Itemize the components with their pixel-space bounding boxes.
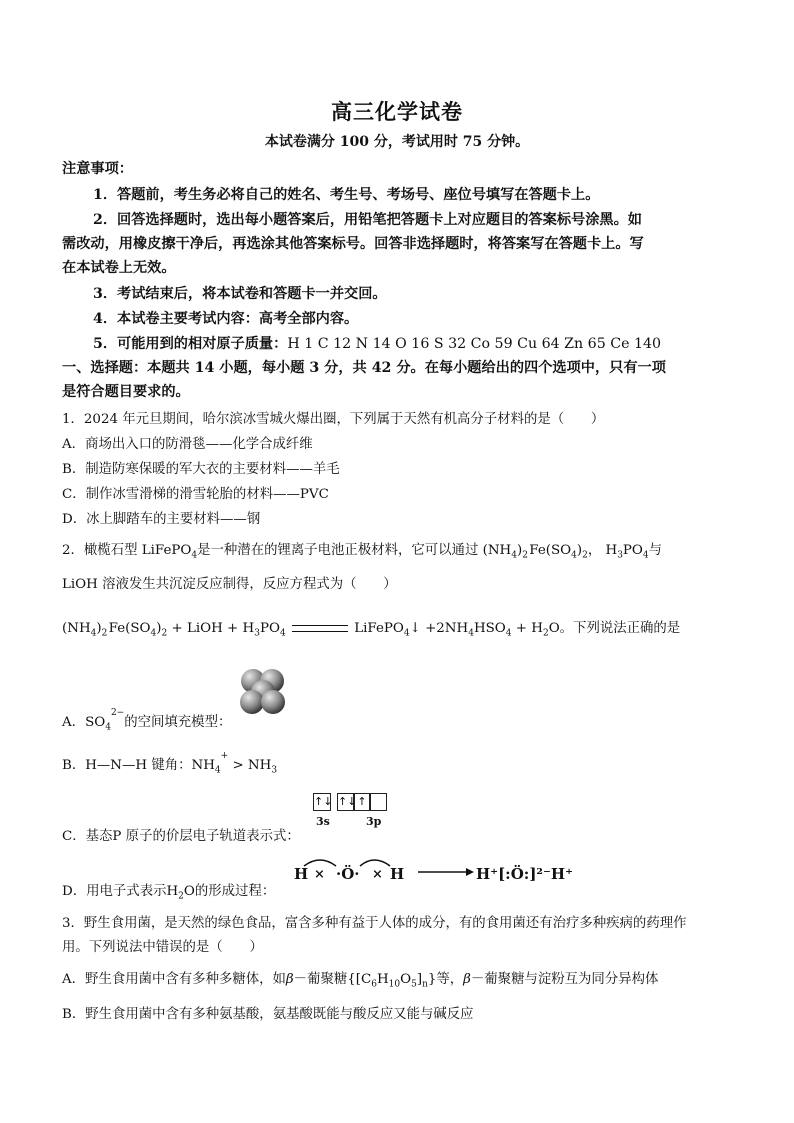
- q2-equation: $(NH_4)_2$ $Fe(SO_4)_2$ + LiOH + $H_3PO_4$ LiFePO$_4$↓ $+2NH_4HSO_4 + H_2O$。下列说法正确的是: [62, 621, 681, 639]
- formula-water: $H_2O$: [166, 884, 195, 902]
- svg-text:×: ×: [314, 867, 325, 882]
- q3-stem-line-1: 3．野生食用菌，是天然的绿色食品，富含多种有益于人体的成分，有的食用菌还有治疗多种疾病的药理作: [62, 916, 687, 931]
- q2-stem-part-b: 是一种潜在的锂离子电池正极材料，它可以通过: [197, 543, 479, 558]
- note-item-2-line-2: 需改动，用橡皮擦干净后，再选涂其他答案标号。回答非选择题时，将答案写在答题卡上。写: [62, 236, 644, 252]
- water-formation-electron-diagram: [290, 854, 590, 890]
- section-heading-line-1: 一、选择题：本题共 14 小题，每小题 3 分，共 42 分。在每小题给出的四个选项中，只有一项: [62, 360, 666, 376]
- q1-option-d: D．冰上脚踏车的主要材料——钢: [62, 512, 261, 527]
- q2-stem-part-c: 与: [648, 543, 663, 558]
- orbital-label-3p: 3p: [366, 815, 382, 828]
- page-title: 高三化学试卷: [331, 99, 463, 124]
- q3-option-a: A．野生食用菌中含有多种多糖体，如β－葡聚糖$\{[C_6H_{10}O_5]_n\}$等，β－葡聚糖与淀粉互为同分异构体: [62, 972, 659, 990]
- svg-text:H: H: [390, 865, 405, 883]
- formula-sulfate-ion: $SO_4^{2-}$: [85, 707, 125, 733]
- space-filling-model-image: [236, 666, 292, 718]
- equation-equals-sign: [292, 625, 348, 632]
- q2-option-a: A．$SO_4^{2-}$的空间填充模型：: [62, 707, 232, 733]
- q3-stem-line-2: 用。下列说法中错误的是（ ）: [62, 940, 263, 955]
- q3-option-b: B．野生食用菌中含有多种氨基酸，氨基酸既能与酸反应又能与碱反应: [62, 1007, 474, 1022]
- note-item-5: [93, 333, 661, 353]
- q2-stem-part-a: 2．橄榄石型: [62, 543, 138, 558]
- exam-subtitle: 本试卷满分 100 分，考试用时 75 分钟。: [264, 134, 530, 150]
- note-item-2-line-3: 在本试卷上无效。: [62, 260, 176, 276]
- q2-option-d: D．用电子式表示$H_2O$的形成过程：: [62, 884, 276, 902]
- q2-option-b: B．H—N—H 键角：$NH_4^+ > NH_3$: [62, 750, 278, 776]
- q2-stem-line-2: LiOH 溶液发生共沉淀反应制得，反应方程式为（ ）: [62, 577, 397, 592]
- orbital-3p-box-1: ↑↓: [337, 793, 355, 811]
- note-item-5-prefix: 5．可能用到的相对原子质量：: [93, 336, 288, 352]
- note-item-1: 1．答题前，考生务必将自己的姓名、考生号、考场号、座位号填写在答题卡上。: [93, 187, 600, 203]
- q2-equation-tail: 。下列说法正确的是: [559, 621, 681, 636]
- q1-stem: 1．2024 年元旦期间，哈尔滨冰雪城火爆出圈，下列属于天然有机高分子材料的是（ ）: [62, 412, 605, 427]
- section-heading-line-2: 是符合题目要求的。: [62, 384, 190, 400]
- orbital-3p-box-2: ↑: [353, 793, 371, 811]
- svg-text:H: H: [294, 865, 309, 883]
- q1-option-b: B．制造防寒保暖的军大衣的主要材料——羊毛: [62, 462, 340, 477]
- atomic-masses: H 1 C 12 N 14 O 16 S 32 Co 59 Cu 64 Zn 65 Ce 140: [287, 336, 662, 352]
- formula-ammonium-iron-sulfate: $(NH_4)_2$ $Fe(SO_4)_2$: [482, 543, 588, 561]
- svg-text:×: ×: [372, 867, 383, 882]
- notes-heading: 注意事项：: [62, 161, 133, 177]
- note-item-4: 4．本试卷主要考试内容：高考全部内容。: [93, 311, 359, 327]
- formula-glucan: $\{[C_6H_{10}O_5]_n\}$: [347, 972, 437, 990]
- orbital-label-3s: 3s: [316, 815, 330, 828]
- q1-option-a: A．商场出入口的防滑毯——化学合成纤维: [62, 437, 313, 452]
- formula-lifepo4: LiFePO$_4$: [141, 543, 198, 561]
- note-item-2-line-1: 2．回答选择题时，选出每小题答案后，用铅笔把答题卡上对应题目的答案标号涂黑。如: [93, 212, 642, 228]
- orbital-3p-box-3: [369, 793, 387, 811]
- orbital-3s-box: ↑↓: [313, 793, 331, 811]
- beta-symbol: β: [463, 972, 471, 987]
- beta-symbol: β: [285, 972, 294, 987]
- formula-h3po4: $H_3PO_4$: [605, 543, 649, 561]
- orbital-diagram: [313, 793, 405, 813]
- note-item-3: 3．考试结束后，将本试卷和答题卡一并交回。: [93, 286, 387, 302]
- svg-text:H⁺[:Ö:]²⁻H⁺: H⁺[:Ö:]²⁻H⁺: [476, 865, 574, 883]
- bond-angle-comparison: $NH_4^+ > NH_3$: [191, 750, 278, 776]
- q2-option-c: C．基态P 原子的价层电子轨道表示式：: [62, 829, 300, 844]
- svg-text:·Ö·: ·Ö·: [336, 865, 360, 883]
- q2-stem-line-1: 2．橄榄石型 LiFePO$_4$是一种潜在的锂离子电池正极材料，它可以通过 $(NH_4)_2$ $Fe(SO_4)_2$， $H_3PO_4$与: [62, 543, 663, 561]
- q1-option-c: C．制作冰雪滑梯的滑雪轮胎的材料——PVC: [62, 487, 329, 502]
